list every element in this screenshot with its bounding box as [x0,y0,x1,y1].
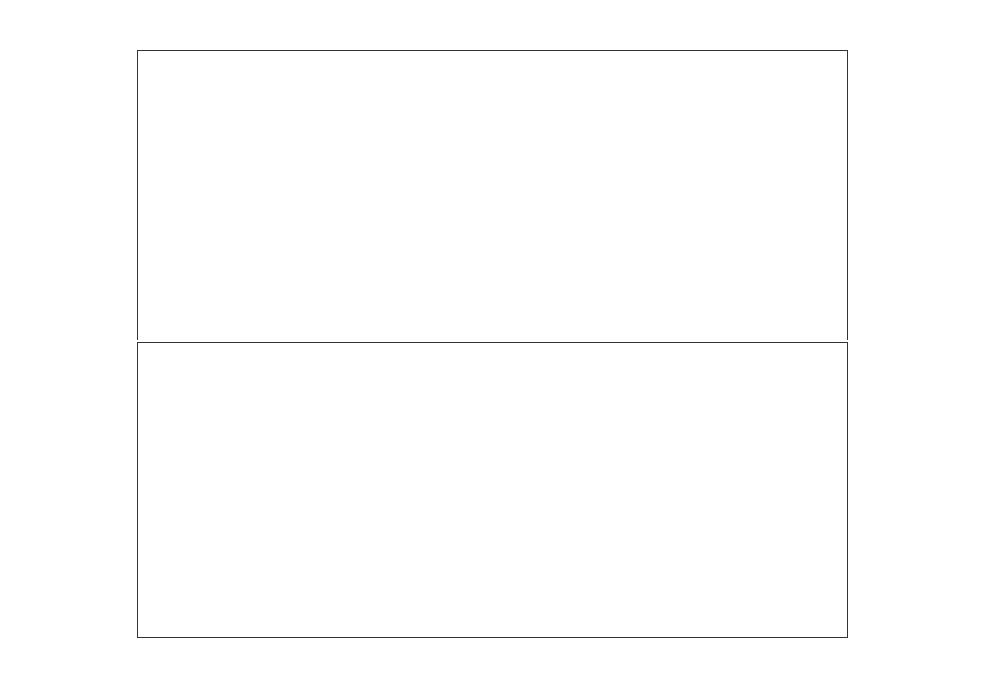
bottom-page [137,342,848,638]
vertical-month-label [805,118,853,348]
top-page [137,50,848,340]
